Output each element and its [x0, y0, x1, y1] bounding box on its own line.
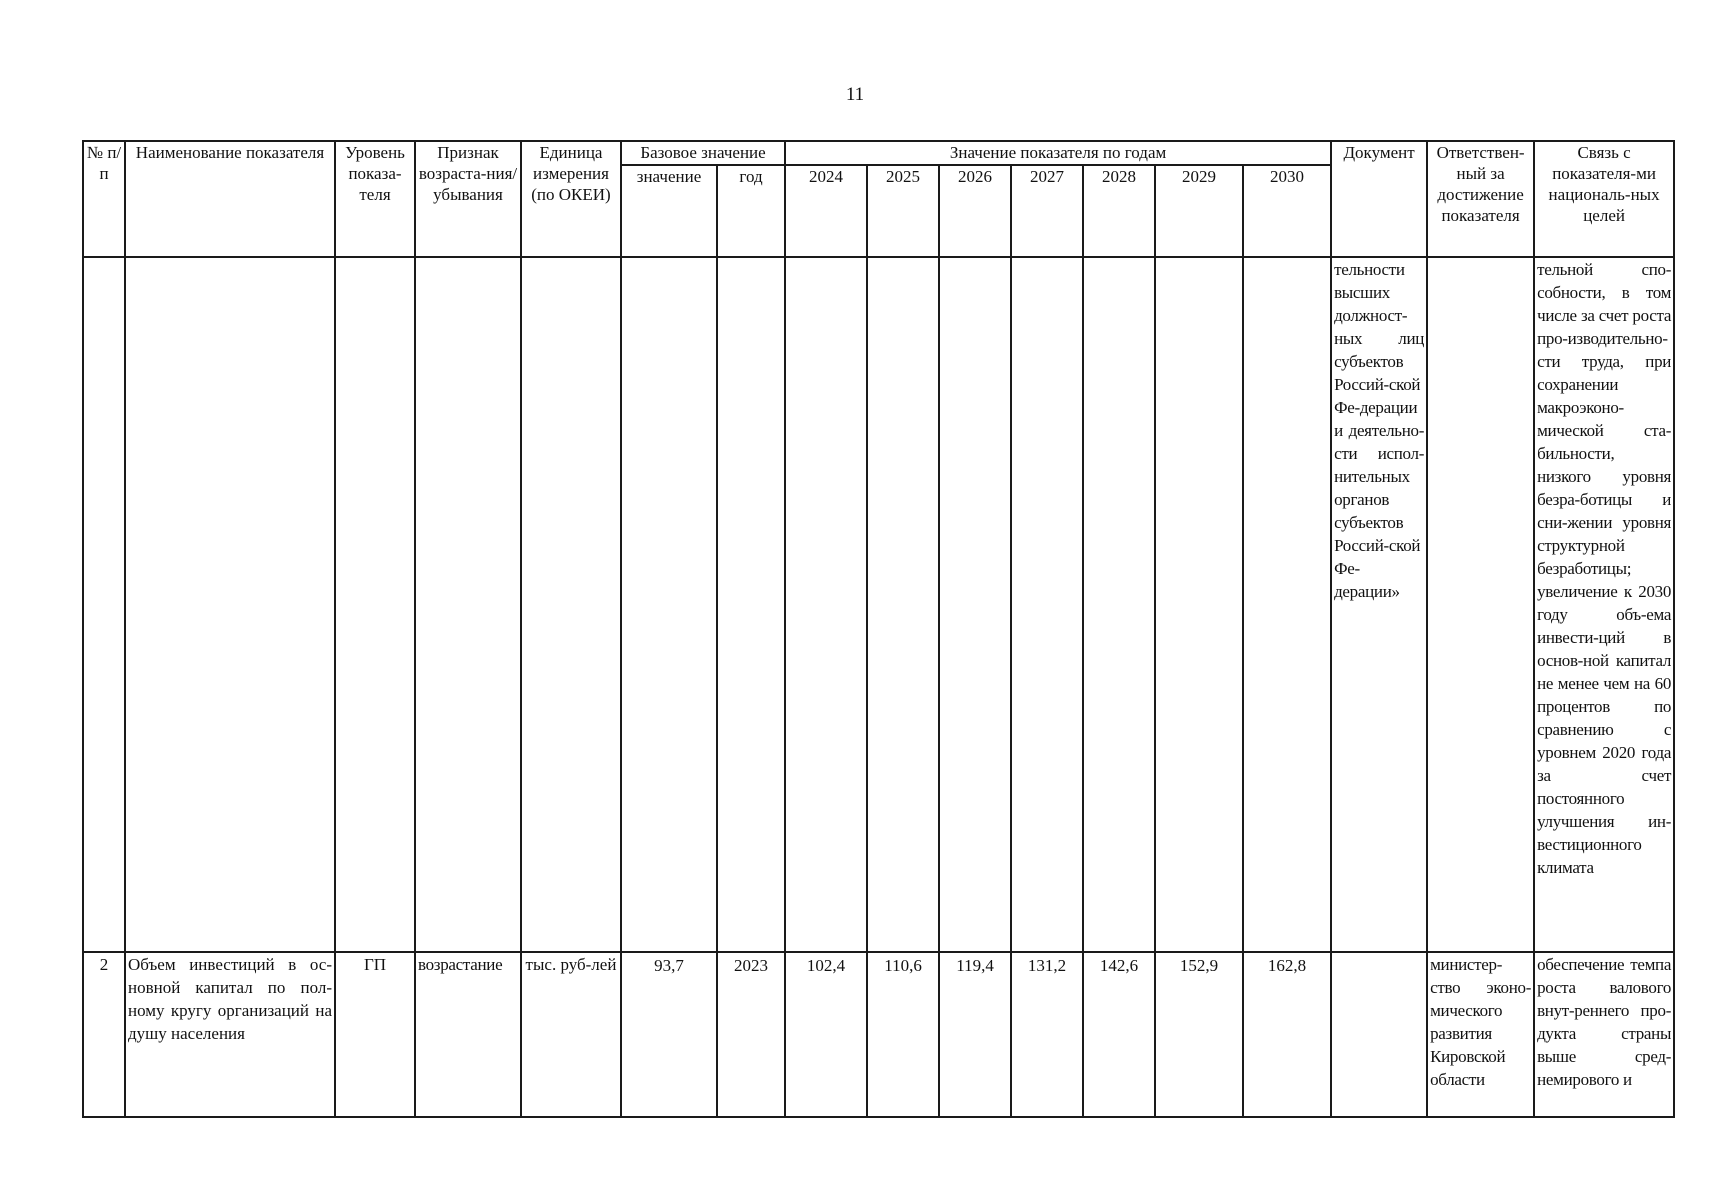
- row2-name: Объем инвестиций в ос-новной капитал по пол-ному кругу организаций на душу населения: [125, 952, 335, 1117]
- header-trend: Признак возраста-ния/ убывания: [415, 141, 521, 257]
- row2-value-2030: 162,8: [1243, 952, 1331, 1117]
- cell-empty: [867, 257, 939, 952]
- cell-empty: [785, 257, 867, 952]
- cell-empty: [621, 257, 717, 952]
- header-responsible: Ответствен-ный за достижение показателя: [1427, 141, 1534, 257]
- cell-empty: [717, 257, 785, 952]
- row1-link: тельной спо-собности, в том числе за счет роста про-изводительно-сти труда, при сохранении макроэконо-мической ста-бильности, низкого уровня безра-ботицы и сни-жении уровня структурной безработицы; увеличение к 2030 году объ-ема инвести-ций в основ-ной капитал не менее чем на 60 процентов по сравнению с уровнем 2020 года за счет постоянного улучшения ин-вестиционного климата: [1534, 257, 1674, 952]
- cell-empty: [1011, 257, 1083, 952]
- header-base: Базовое значение: [621, 141, 785, 165]
- row2-value-2026: 119,4: [939, 952, 1011, 1117]
- header-base-year: год: [717, 165, 785, 257]
- row2-unit: тыс. руб-лей: [521, 952, 621, 1117]
- header-unit: Единица измерения (по ОКЕИ): [521, 141, 621, 257]
- row2-base-value: 93,7: [621, 952, 717, 1117]
- table-row-2: [83, 952, 1674, 1117]
- row2-value-2024: 102,4: [785, 952, 867, 1117]
- table-row-continuation: [83, 257, 1674, 952]
- row2-document: [1331, 952, 1427, 1117]
- header-document: Документ: [1331, 141, 1427, 257]
- row2-link: обеспечение темпа роста валового внут-реннего про-дукта страны выше сред-немирового и: [1534, 952, 1674, 1117]
- header-year-2025: 2025: [867, 165, 939, 257]
- header-base-value: значение: [621, 165, 717, 257]
- header-row-1: [83, 141, 1674, 165]
- cell-empty: [1427, 257, 1534, 952]
- header-num: № п/п: [83, 141, 125, 257]
- header-year-2026: 2026: [939, 165, 1011, 257]
- row2-num: 2: [83, 952, 125, 1117]
- header-year-2030: 2030: [1243, 165, 1331, 257]
- row2-value-2027: 131,2: [1011, 952, 1083, 1117]
- cell-empty: [1083, 257, 1155, 952]
- row2-responsible: министер-ство эконо-мического развития Кировской области: [1427, 952, 1534, 1117]
- header-level: Уровень показа-теля: [335, 141, 415, 257]
- row2-value-2029: 152,9: [1155, 952, 1243, 1117]
- row2-level: ГП: [335, 952, 415, 1117]
- cell-empty: [1243, 257, 1331, 952]
- row1-document: тельности высших должност-ных лиц субъектов Россий-ской Фе-дерации и деятельно-сти испол-нительных органов субъектов Россий-ской Фе-дерации»: [1331, 257, 1427, 952]
- row2-value-2028: 142,6: [1083, 952, 1155, 1117]
- header-year-2028: 2028: [1083, 165, 1155, 257]
- cell-empty: [415, 257, 521, 952]
- row2-base-year: 2023: [717, 952, 785, 1117]
- header-year-2029: 2029: [1155, 165, 1243, 257]
- page-number: 11: [845, 84, 865, 105]
- cell-empty: [939, 257, 1011, 952]
- row2-trend: возрастание: [415, 952, 521, 1117]
- header-year-2027: 2027: [1011, 165, 1083, 257]
- cell-empty: [83, 257, 125, 952]
- header-link: Связь с показателя-ми националь-ных целей: [1534, 141, 1674, 257]
- header-name: Наименование показателя: [125, 141, 335, 257]
- cell-empty: [125, 257, 335, 952]
- header-by-years: Значение показателя по годам: [785, 141, 1331, 165]
- row2-value-2025: 110,6: [867, 952, 939, 1117]
- cell-empty: [521, 257, 621, 952]
- cell-empty: [335, 257, 415, 952]
- indicators-table: [82, 140, 1675, 1118]
- header-year-2024: 2024: [785, 165, 867, 257]
- cell-empty: [1155, 257, 1243, 952]
